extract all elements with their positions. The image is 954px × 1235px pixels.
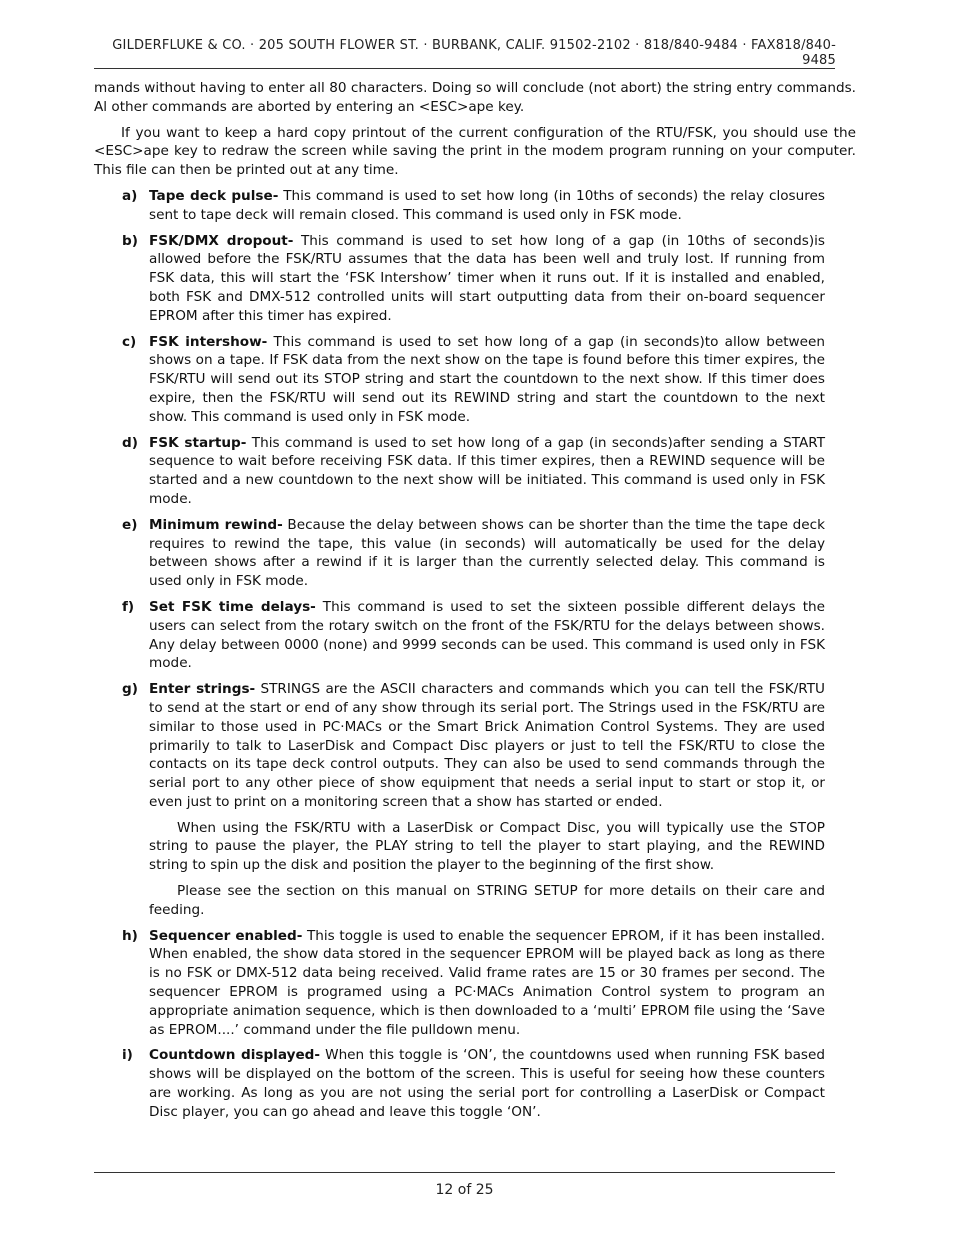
list-item-fsk-dmx-dropout — [94, 232, 825, 326]
item-term: FSK startup- — [149, 434, 247, 451]
strings-setup-paragraph: Please see the section on this manual on STRING SETUP for more details on their care and feeding. — [149, 883, 825, 918]
intro-continuation-paragraph: mands without having to enter all 80 characters. Doing so will conclude (not abort) the string entry commands. Al other commands are aborted by entering an <ESC>ape key. — [94, 80, 856, 115]
list-item-enter-strings — [94, 680, 825, 920]
page-header: GILDERFLUKE & CO. · 205 SOUTH FLOWER ST. · BURBANK, CALIF. 91502-2102 · 818/840-9484 · FAX818/840-9485 — [112, 38, 836, 68]
page-number: 12 of 25 — [435, 1182, 494, 1198]
item-letter: g) — [122, 681, 138, 698]
item-description: When this toggle is ‘ON’, the countdowns used when running FSK based shows will be displayed on the bottom of the screen. This is useful for seeing how these counters are working. As long as you are not using the serial port for controlling a LaserDisk or Compact Disc player, you can go ahead and leave this toggle ‘ON’. — [149, 1047, 825, 1120]
hardcopy-paragraph: If you want to keep a hard copy printout of the current configuration of the RTU/FSK, you should use the <ESC>ape key to redraw the screen while saving the print in the modem program running on your computer. This file can then be printed out at any time. — [94, 124, 856, 179]
item-term: Sequencer enabled- — [149, 927, 303, 944]
item-description: This toggle is used to enable the sequencer EPROM, if it has been installed. When enabled, the show data stored in the sequencer EPROM will be played back as long as there is no FSK or DMX-512 data being received. Valid frame rates are 15 or 30 frames per second. The sequencer EPROM is programed using a PC·MACs Animation Control system to program an appropriate animation sequence, which is then downloaded to a ‘multi’ EPROM file using the ‘Save as EPROM....’ command under the file pulldown menu. — [149, 927, 825, 1038]
item-description: Because the delay between shows can be shorter than the time the tape deck requires to rewind the tape, this value (in seconds) will automatically be used for the delay between shows after a rewind if it is larger than the currently selected delay. This command is used only in FSK mode. — [149, 516, 825, 590]
page-body — [94, 79, 856, 1129]
item-term: FSK intershow- — [149, 333, 268, 350]
item-term: Set FSK time delays- — [149, 598, 316, 615]
list-item-set-fsk-time-delays — [94, 598, 825, 673]
item-term: FSK/DMX dropout- — [149, 232, 294, 249]
item-term: Minimum rewind- — [149, 516, 283, 533]
item-letter: h) — [122, 927, 138, 944]
item-term: Countdown displayed- — [149, 1047, 321, 1064]
item-letter: b) — [122, 232, 138, 249]
item-letter: f) — [122, 598, 135, 615]
list-item-fsk-startup — [94, 434, 825, 509]
item-letter: i) — [122, 1047, 133, 1064]
list-item-sequencer-enabled — [94, 927, 825, 1040]
item-term: Enter strings- — [149, 681, 256, 698]
item-description: This command is used to set how long of a gap (in 10ths of seconds)is allowed before the FSK/RTU assumes that the data has been well and truly lost. If running from FSK data, this will start the ‘FSK Intershow’ timer when it runs out. If it is installed and enabled, both FSK and DMX-512 controlled units will start outputting data from their on-board sequencer EPROM after this timer has expired. — [149, 232, 825, 324]
list-item-fsk-intershow — [94, 333, 825, 427]
item-letter: e) — [122, 516, 138, 533]
item-description: This command is used to set how long of a gap (in seconds)to allow between shows on a tape. If FSK data from the next show on the tape is found before this timer expires, the FSK/RTU will send out its STOP string and start the countdown to the next show. If this timer does expire, then the FSK/RTU will send out its REWIND string and start the countdown to the next show. This command is used only in FSK mode. — [149, 333, 825, 425]
strings-laserdisk-paragraph: When using the FSK/RTU with a LaserDisk or Compact Disc, you will typically use the STOP string to pause the player, the PLAY string to tell the player to start playing, and the REWIND string to spin up the disk and position the player to the beginning of the first show. — [149, 819, 825, 874]
item-description: STRINGS are the ASCII characters and commands which you can tell the FSK/RTU to send at the start or end of any show through its serial port. The Strings used in the FSK/RTU are similar to those used in PC·MACs or the Smart Brick Animation Control Systems. They are used primarily to talk to LaserDisk and Compact Disc players or just to tell the FSK/RTU to close the contacts on its tape deck control outputs. They can also be used to send commands through the serial port to any other piece of show equipment that needs a serial input to start or stop it, or even just to print on a monitoring screen that a show has started or ended. — [149, 681, 825, 810]
footer-rule — [94, 1172, 835, 1173]
list-item-tape-deck-pulse — [94, 187, 825, 225]
item-term: Tape deck pulse- — [149, 187, 279, 204]
item-letter: a) — [122, 187, 138, 204]
item-letter: d) — [122, 434, 138, 451]
header-rule — [94, 68, 835, 69]
item-letter: c) — [122, 333, 137, 350]
item-description: This command is used to set the sixteen possible different delays the users can select from the rotary switch on the front of the FSK/RTU for the delays between shows. Any delay between 0000 (none) and 9999 seconds can be used. This command is used only in FSK mode. — [149, 598, 825, 672]
list-item-minimum-rewind — [94, 516, 825, 591]
item-description: This command is used to set how long of a gap (in seconds)after sending a START sequence to wait before receiving FSK data. If this timer expires, then a REWIND sequence will be started and a new countdown to the next show will be initiated. This command is used only in FSK mode. — [149, 434, 825, 507]
item-description: This command is used to set how long (in 10ths of seconds) the relay closures sent to tape deck will remain closed. This command is used only in FSK mode. — [149, 187, 825, 223]
command-list — [94, 187, 856, 1122]
list-item-countdown-displayed — [94, 1046, 825, 1121]
